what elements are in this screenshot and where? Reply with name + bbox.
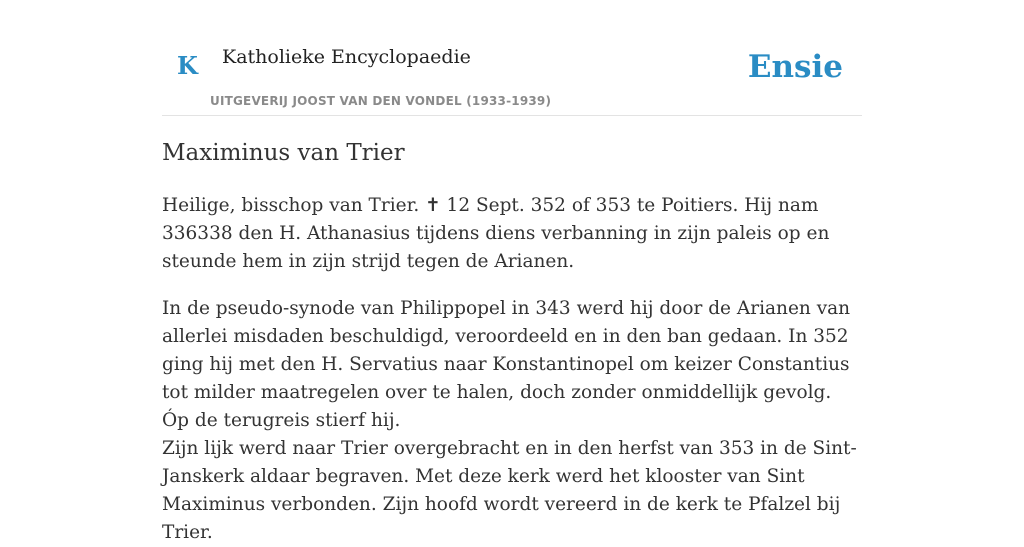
publisher-subtitle: UITGEVERIJ JOOST VAN DEN VONDEL (1933-1939) — [210, 94, 552, 108]
page-container — [162, 0, 862, 543]
ensie-logo-link[interactable]: Ensie — [747, 49, 843, 85]
article-paragraph: In de pseudo-synode van Philippopel in 343 werd hij door de Arianen van allerlei misdaden beschuldigd, veroordeeld en in den ban gedaan. In 352 ging hij met den H. Servatius naar Konstantinopel om keizer Constantius tot milder maatregelen over te halen, doch zonder onmiddellijk gevolg. Óp de terugreis stierf hij. — [162, 298, 851, 431]
article-paragraph: Zijn lijk werd naar Trier overgebracht en in den herfst van 353 in de Sint-Janskerk aldaar begraven. Met deze kerk werd het klooster van Sint Maximinus verbonden. Zijn hoofd wordt vereerd in de kerk te Pfalzel bij Trier. — [162, 438, 857, 543]
encyclopedia-name[interactable]: Katholieke Encyclopaedie — [222, 46, 471, 68]
article-title: Maximinus van Trier — [162, 140, 405, 166]
encyclopedia-logo[interactable]: K — [177, 51, 198, 80]
site-header — [162, 0, 862, 116]
article-paragraph: Heilige, bisschop van Trier. ✝ 12 Sept. 352 of 353 te Poitiers. Hij nam 336338 den H. Athanasius tijdens diens verbanning in zijn paleis op en steunde hem in zijn strijd tegen de Arianen. — [162, 195, 830, 272]
